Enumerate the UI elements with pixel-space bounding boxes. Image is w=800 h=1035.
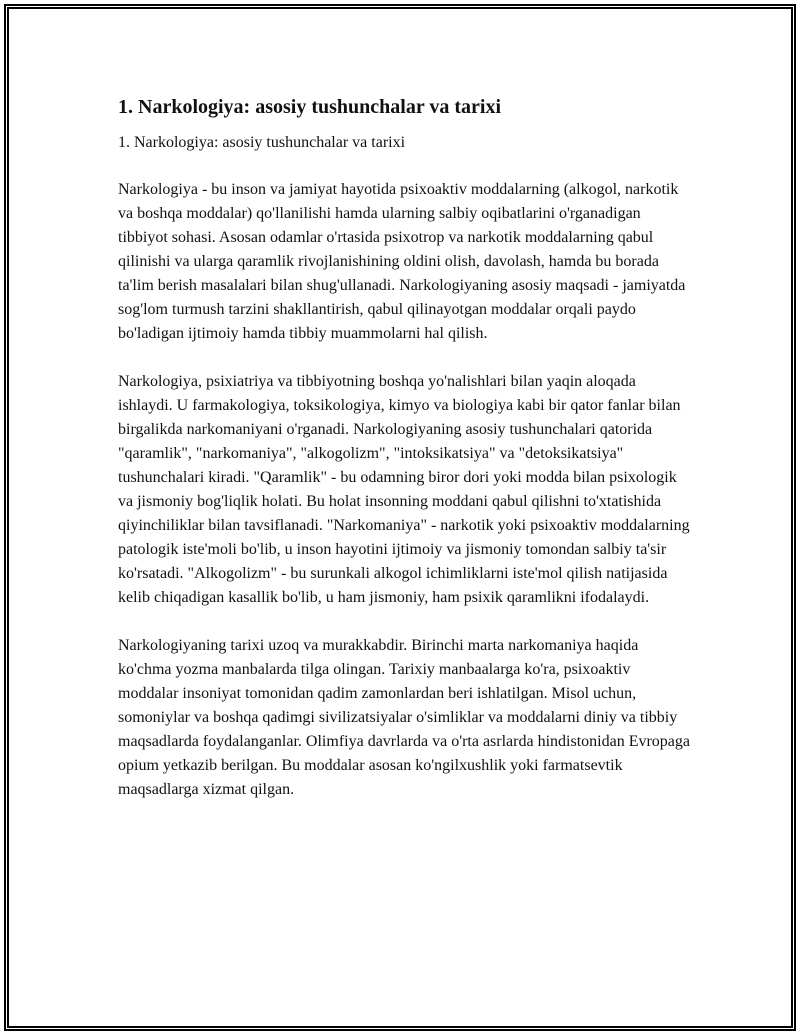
document-body bbox=[118, 93, 690, 826]
paragraph-history: Narkologiyaning tarixi uzoq va murakkabdir. Birinchi marta narkomaniya haqida ko'chma yozma manbalarda tilga olingan. Tarixiy manbaalarga ko'ra, psixoaktiv moddalar insoniyat tomonidan qadim zamonlardan beri ishlatilgan. Misol uchun, somoniylar va boshqa qadimgi sivilizatsiyalar o'simliklar va moddalarni diniy va tibbiy maqsadlarda foydalanganlar. Olimfiya davrlarda va o'rta asrlarda hindistonidan Evropaga opium yetkazib berilgan. Bu moddalar asosan ko'ngilxushlik yoki farmatsevtik maqsadlarga xizmat qilgan. bbox=[118, 637, 690, 798]
document-title: 1. Narkologiya: asosiy tushunchalar va tarixi bbox=[118, 96, 501, 118]
paragraph-concepts: Narkologiya, psixiatriya va tibbiyotning boshqa yo'nalishlari bilan yaqin aloqada ishlaydi. U farmakologiya, toksikologiya, kimyo va biologiya kabi bir qator fanlar bilan birgalikda narkomaniyani o'rganadi. Narkologiyaning asosiy tushunchalari qatorida "qaramlik", "narkomaniya", "alkogolizm", "intoksikatsiya" va "detoksikatsiya" tushunchalari kiradi. "Qaramlik" - bu odamning biror dori yoki modda bilan psixologik va jismoniy bog'liqlik holati. Bu holat insonning moddani qabul qilishni to'xtatishida qiyinchiliklar bilan tavsiflanadi. "Narkomaniya" - narkotik yoki psixoaktiv moddalarning patologik iste'moli bo'lib, u inson hayotini ijtimoiy va jismoniy tomondan salbiy ta'sir ko'rsatadi. "Alkogolizm" - bu surunkali alkogol ichimliklarni iste'mol qilish natijasida kelib chiqadigan kasallik bo'lib, u ham jismoniy, ham psixik qaramlikni ifodalaydi. bbox=[118, 373, 690, 606]
paragraph-definition: Narkologiya - bu inson va jamiyat hayotida psixoaktiv moddalarning (alkogol, narkotik va boshqa moddalar) qo'llanilishi hamda ularning salbiy oqibatlarini o'rganadigan tibbiyot sohasi. Asosan odamlar o'rtasida psixotrop va narkotik moddalarning qabul qilinishi va ularga qaramlik rivojlanishining oldini olish, davolash, hamda bu borada ta'lim berish masalalari bilan shug'ullanadi. Narkologiyaning asosiy maqsadi - jamiyatda sog'lom turmush tarzini shakllantirish, qabul qilinayotgan moddalar orqali paydo bo'ladigan ijtimoiy hamda tibbiy muammolarni hal qilish. bbox=[118, 181, 686, 342]
document-subtitle: 1. Narkologiya: asosiy tushunchalar va tarixi bbox=[118, 134, 406, 151]
